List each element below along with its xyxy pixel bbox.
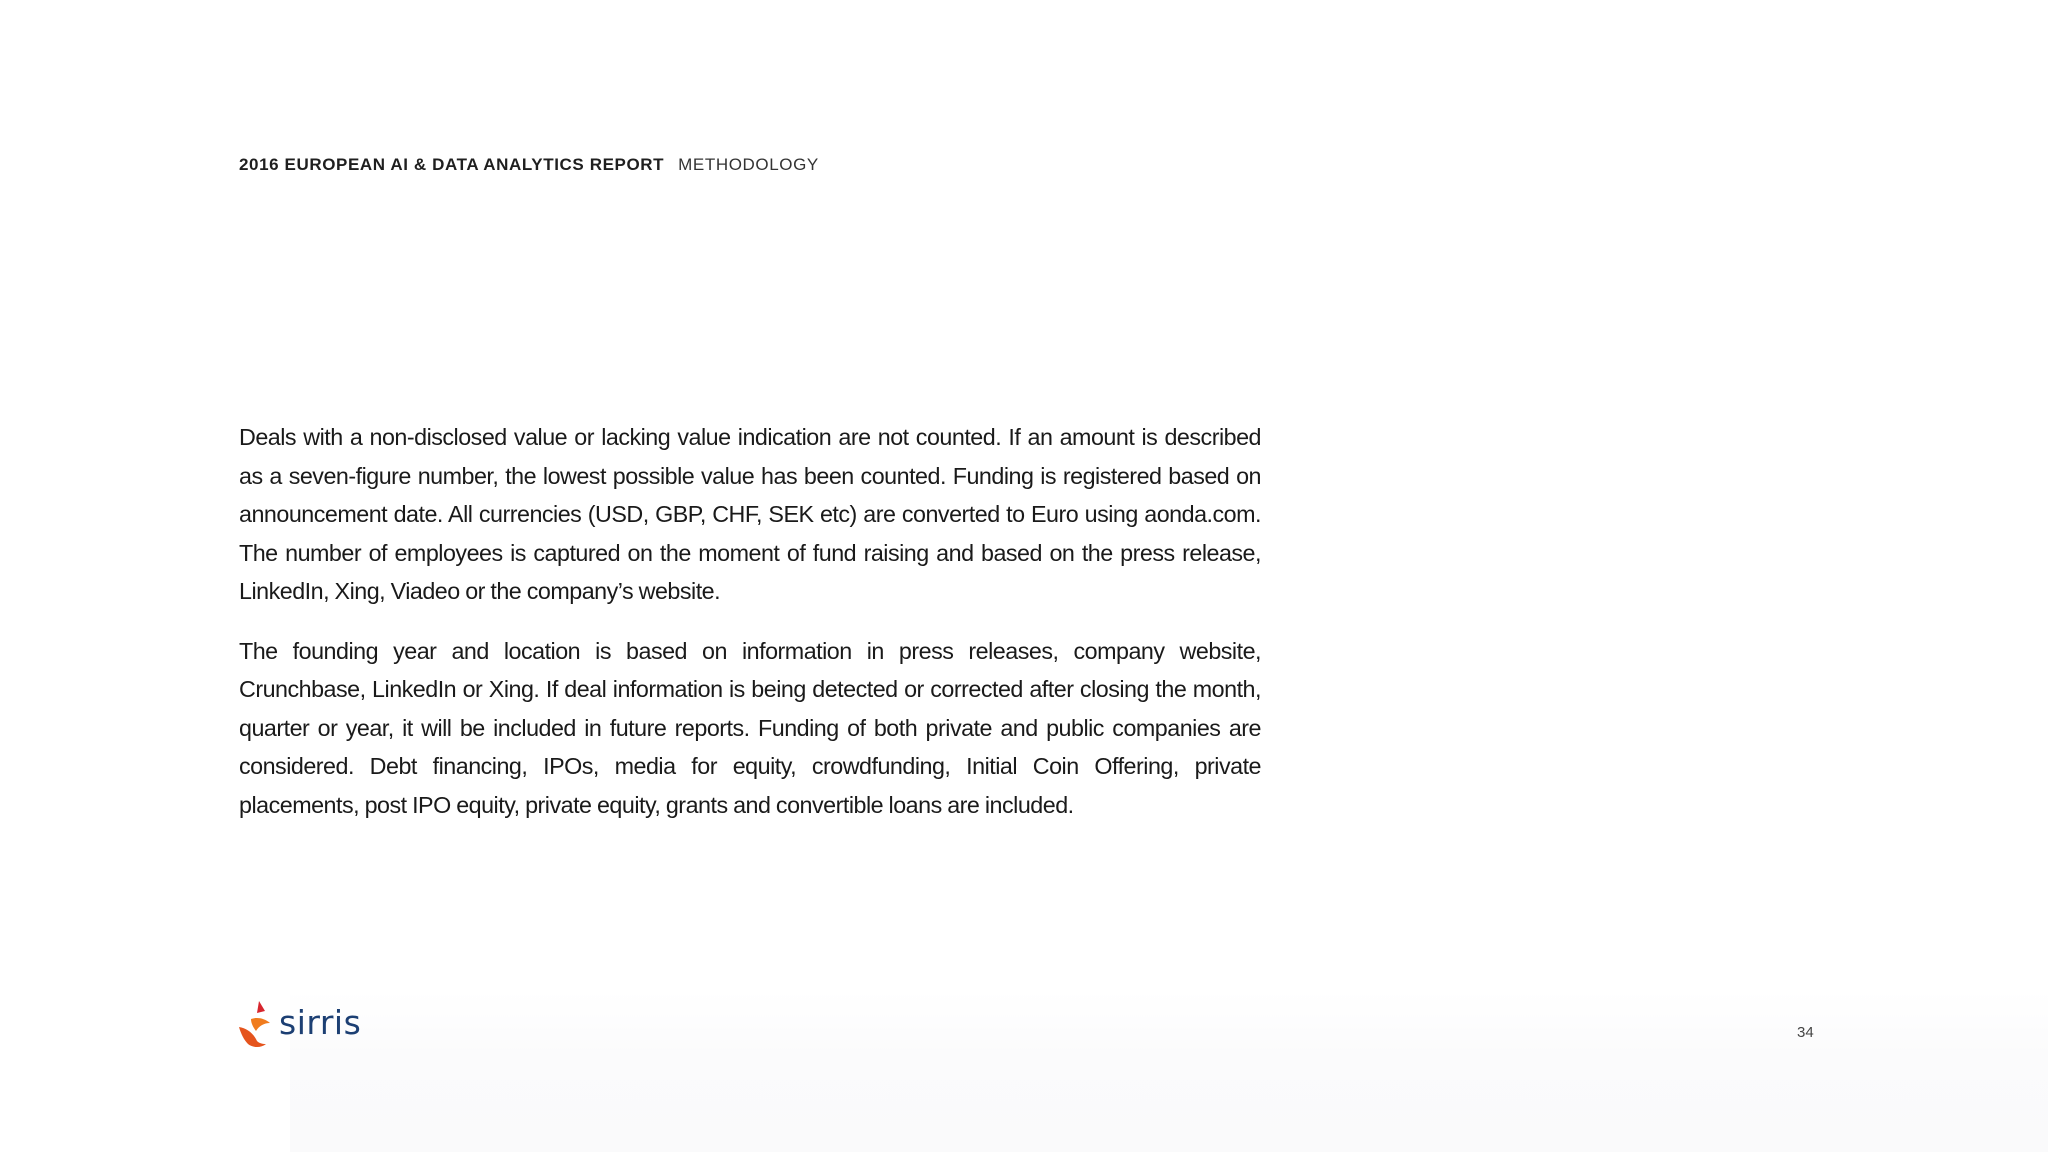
- paragraph-deals: Deals with a non-disclosed value or lacking value indication are not counted. If an amount is described as a seven-figure number, the lowest possible value has been counted. Funding is registered based on announcement date. All currencies (USD, GBP, CHF, SEK etc) are converted to Euro using aonda.com. The number of employees is captured on the moment of fund raising and based on the press release, LinkedIn, Xing, Viadeo or the company’s website.: [239, 424, 1261, 604]
- section-title: METHODOLOGY: [678, 155, 819, 174]
- page-number: 34: [1797, 1024, 1814, 1041]
- page-header: [239, 155, 819, 175]
- sirris-logo: [237, 1001, 367, 1049]
- sirris-logo-icon: [237, 1001, 281, 1049]
- footer-background: [290, 990, 2048, 1152]
- body-text: [239, 418, 1261, 845]
- paragraph-founding: The founding year and location is based on information in press releases, company website, Crunchbase, LinkedIn or Xing. If deal information is being detected or corrected after closing the month, quarter or year, it will be included in future reports. Funding of both private and public companies are considered. Debt financing, IPOs, media for equity, crowdfunding, Initial Coin Offering, private placements, post IPO equity, private equity, grants and convertible loans are included.: [239, 637, 1261, 818]
- logo-text: sirris: [279, 1003, 362, 1042]
- report-title: 2016 EUROPEAN AI & DATA ANALYTICS REPORT: [239, 155, 665, 174]
